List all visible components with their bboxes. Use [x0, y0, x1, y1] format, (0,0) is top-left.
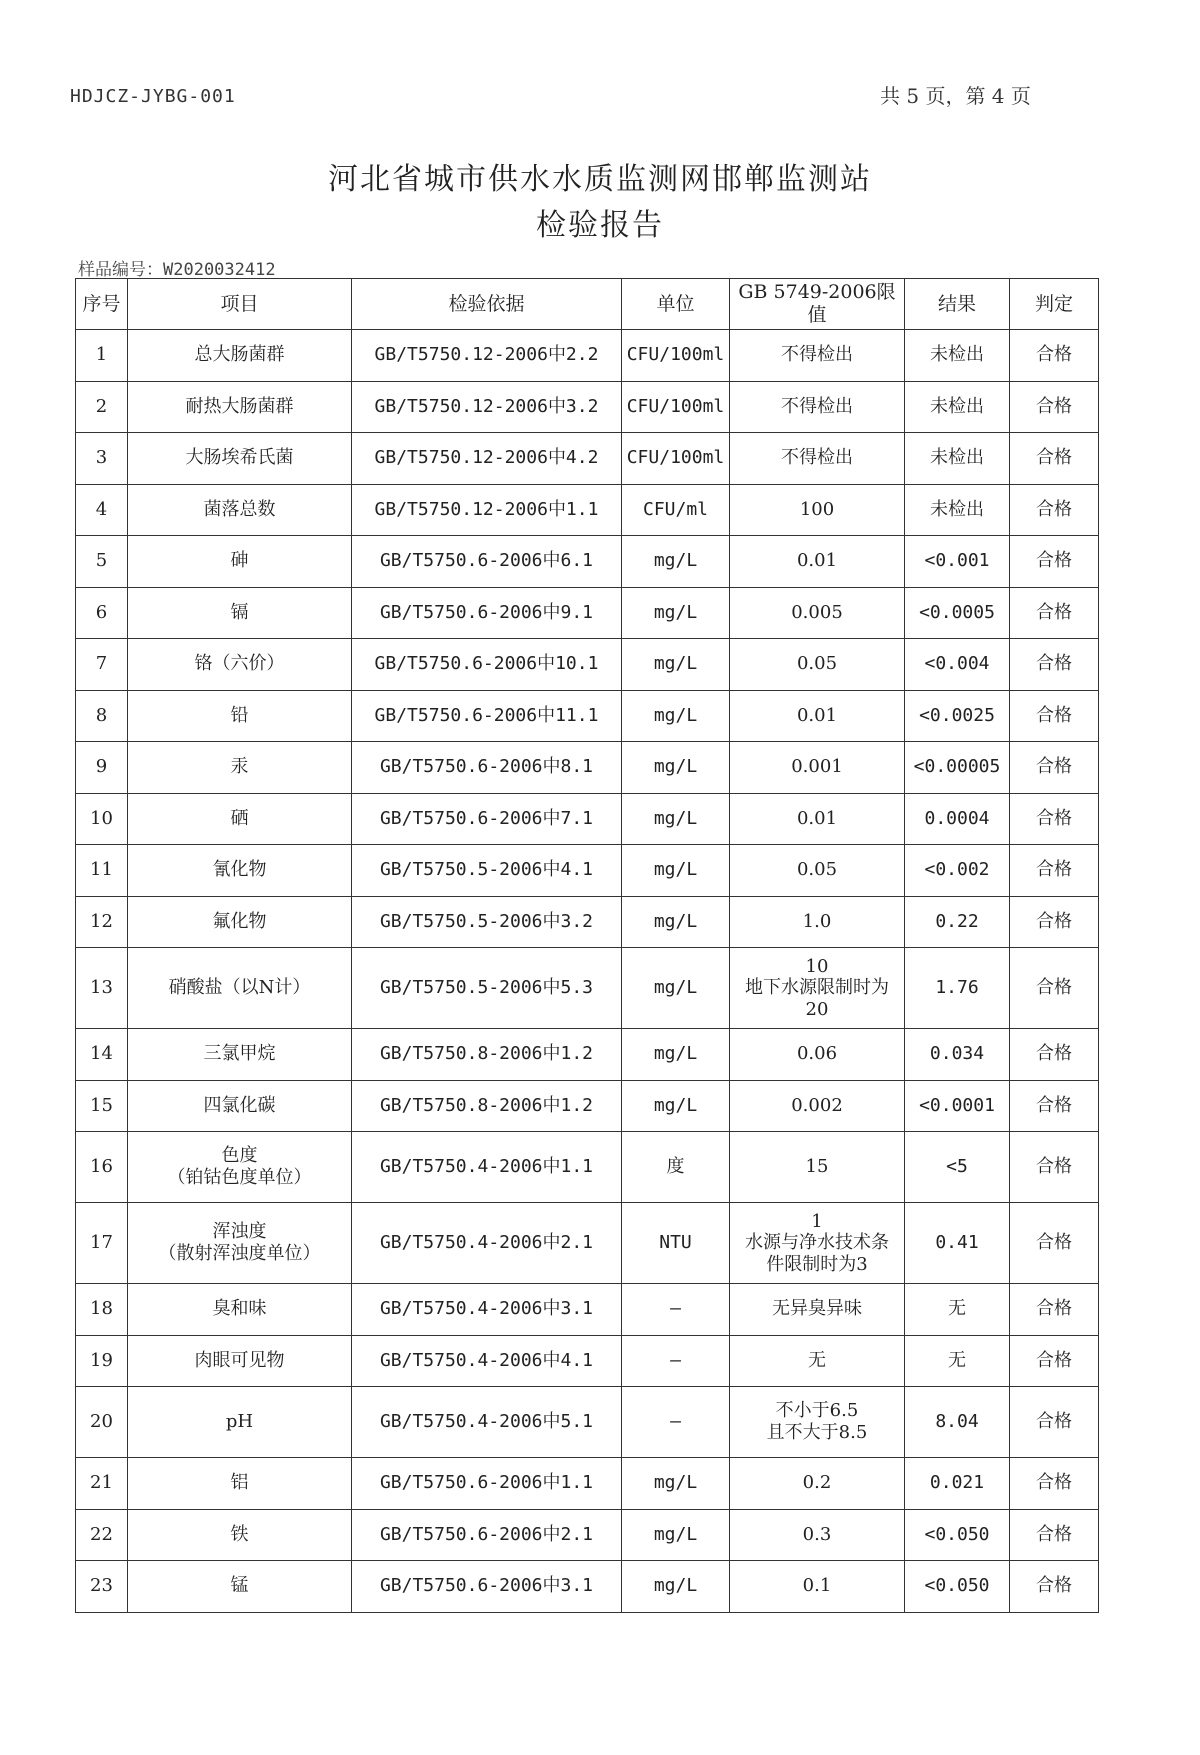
cell-item: 镉: [128, 587, 352, 639]
cell-unit: mg/L: [622, 793, 730, 845]
cell-limit: 0.01: [730, 536, 905, 588]
cell-unit: mg/L: [622, 896, 730, 948]
cell-seq: 12: [76, 896, 128, 948]
cell-judge: 合格: [1010, 1387, 1099, 1458]
cell-judge: 合格: [1010, 1080, 1099, 1132]
cell-limit: 1.0: [730, 896, 905, 948]
cell-judge: 合格: [1010, 381, 1099, 433]
table-row: [76, 639, 1099, 691]
cell-judge: 合格: [1010, 1335, 1099, 1387]
cell-limit: 0.05: [730, 639, 905, 691]
cell-unit: NTU: [622, 1203, 730, 1284]
cell-seq: 9: [76, 742, 128, 794]
cell-unit: mg/L: [622, 1509, 730, 1561]
cell-judge: 合格: [1010, 1509, 1099, 1561]
cell-result: 0.034: [905, 1029, 1010, 1081]
cell-seq: 22: [76, 1509, 128, 1561]
table-row: [76, 1387, 1099, 1458]
cell-limit: 无: [730, 1335, 905, 1387]
cell-item: pH: [128, 1387, 352, 1458]
cell-result: <0.0005: [905, 587, 1010, 639]
cell-judge: 合格: [1010, 1561, 1099, 1613]
table-row: [76, 381, 1099, 433]
cell-basis: GB/T5750.6-2006中3.1: [352, 1561, 622, 1613]
cell-unit: CFU/ml: [622, 484, 730, 536]
cell-basis: GB/T5750.8-2006中1.2: [352, 1029, 622, 1081]
cell-result: 未检出: [905, 330, 1010, 382]
cell-judge: 合格: [1010, 1458, 1099, 1510]
cell-basis: GB/T5750.4-2006中5.1: [352, 1387, 622, 1458]
cell-seq: 15: [76, 1080, 128, 1132]
cell-judge: 合格: [1010, 742, 1099, 794]
cell-seq: 14: [76, 1029, 128, 1081]
cell-seq: 18: [76, 1284, 128, 1336]
cell-item: 砷: [128, 536, 352, 588]
cell-basis: GB/T5750.5-2006中3.2: [352, 896, 622, 948]
cell-basis: GB/T5750.6-2006中8.1: [352, 742, 622, 794]
cell-result: 未检出: [905, 433, 1010, 485]
cell-limit: 0.1: [730, 1561, 905, 1613]
cell-item: 总大肠菌群: [128, 330, 352, 382]
table-row: [76, 587, 1099, 639]
cell-item: 硒: [128, 793, 352, 845]
header-judge: 判定: [1010, 279, 1099, 330]
cell-unit: mg/L: [622, 1080, 730, 1132]
cell-seq: 1: [76, 330, 128, 382]
table-row: [76, 896, 1099, 948]
cell-item: 耐热大肠菌群: [128, 381, 352, 433]
document-code: HDJCZ-JYBG-001: [70, 86, 236, 107]
cell-limit: 不得检出: [730, 433, 905, 485]
cell-limit: 15: [730, 1132, 905, 1203]
table-row: [76, 1284, 1099, 1336]
cell-result: 1.76: [905, 948, 1010, 1029]
table-row: [76, 948, 1099, 1029]
table-row: [76, 536, 1099, 588]
cell-limit: 0.01: [730, 793, 905, 845]
table-row: [76, 845, 1099, 897]
cell-result: <0.002: [905, 845, 1010, 897]
cell-judge: 合格: [1010, 536, 1099, 588]
header-limit: GB 5749-2006限值: [730, 279, 905, 330]
cell-seq: 13: [76, 948, 128, 1029]
cell-basis: GB/T5750.12-2006中2.2: [352, 330, 622, 382]
table-row: [76, 1203, 1099, 1284]
cell-unit: mg/L: [622, 690, 730, 742]
table-row: [76, 484, 1099, 536]
sample-number-label: 样品编号：: [78, 260, 163, 280]
cell-result: <0.0025: [905, 690, 1010, 742]
cell-seq: 20: [76, 1387, 128, 1458]
cell-item: 色度 （铂钴色度单位）: [128, 1132, 352, 1203]
report-title: 河北省城市供水水质监测网邯郸监测站: [328, 162, 872, 197]
cell-limit: 不得检出: [730, 381, 905, 433]
cell-seq: 10: [76, 793, 128, 845]
cell-seq: 17: [76, 1203, 128, 1284]
cell-result: 0.22: [905, 896, 1010, 948]
cell-limit: 0.001: [730, 742, 905, 794]
cell-basis: GB/T5750.6-2006中10.1: [352, 639, 622, 691]
cell-unit: CFU/100ml: [622, 381, 730, 433]
cell-judge: 合格: [1010, 1132, 1099, 1203]
cell-unit: mg/L: [622, 948, 730, 1029]
cell-unit: —: [622, 1335, 730, 1387]
cell-result: <0.00005: [905, 742, 1010, 794]
cell-unit: mg/L: [622, 845, 730, 897]
cell-item: 大肠埃希氏菌: [128, 433, 352, 485]
header-result: 结果: [905, 279, 1010, 330]
header-item: 项目: [128, 279, 352, 330]
cell-seq: 5: [76, 536, 128, 588]
cell-unit: mg/L: [622, 1029, 730, 1081]
cell-seq: 8: [76, 690, 128, 742]
cell-seq: 7: [76, 639, 128, 691]
cell-seq: 16: [76, 1132, 128, 1203]
cell-basis: GB/T5750.4-2006中1.1: [352, 1132, 622, 1203]
cell-seq: 11: [76, 845, 128, 897]
cell-basis: GB/T5750.12-2006中3.2: [352, 381, 622, 433]
cell-item: 铅: [128, 690, 352, 742]
cell-item: 四氯化碳: [128, 1080, 352, 1132]
cell-basis: GB/T5750.4-2006中3.1: [352, 1284, 622, 1336]
cell-limit: 不得检出: [730, 330, 905, 382]
cell-limit: 100: [730, 484, 905, 536]
cell-limit: 1 水源与净水技术条 件限制时为3: [730, 1203, 905, 1284]
table-row: [76, 330, 1099, 382]
cell-seq: 3: [76, 433, 128, 485]
cell-basis: GB/T5750.8-2006中1.2: [352, 1080, 622, 1132]
cell-result: 0.021: [905, 1458, 1010, 1510]
cell-seq: 21: [76, 1458, 128, 1510]
cell-judge: 合格: [1010, 793, 1099, 845]
cell-item: 菌落总数: [128, 484, 352, 536]
cell-judge: 合格: [1010, 845, 1099, 897]
table-row: [76, 1132, 1099, 1203]
cell-result: 无: [905, 1335, 1010, 1387]
table-row: [76, 793, 1099, 845]
cell-basis: GB/T5750.6-2006中2.1: [352, 1509, 622, 1561]
cell-seq: 2: [76, 381, 128, 433]
cell-unit: mg/L: [622, 1561, 730, 1613]
cell-item: 铁: [128, 1509, 352, 1561]
inspection-table: [75, 278, 1099, 1613]
cell-result: <0.050: [905, 1561, 1010, 1613]
cell-result: <5: [905, 1132, 1010, 1203]
cell-seq: 23: [76, 1561, 128, 1613]
cell-basis: GB/T5750.6-2006中11.1: [352, 690, 622, 742]
cell-result: <0.001: [905, 536, 1010, 588]
table-row: [76, 1509, 1099, 1561]
cell-item: 铬（六价）: [128, 639, 352, 691]
cell-result: 无: [905, 1284, 1010, 1336]
cell-basis: GB/T5750.6-2006中1.1: [352, 1458, 622, 1510]
cell-seq: 4: [76, 484, 128, 536]
cell-item: 臭和味: [128, 1284, 352, 1336]
cell-basis: GB/T5750.6-2006中6.1: [352, 536, 622, 588]
sample-number-line: [78, 255, 276, 280]
cell-item: 氟化物: [128, 896, 352, 948]
table-row: [76, 1458, 1099, 1510]
table-header-row: [76, 279, 1099, 330]
cell-judge: 合格: [1010, 1203, 1099, 1284]
cell-unit: 度: [622, 1132, 730, 1203]
cell-unit: CFU/100ml: [622, 330, 730, 382]
sample-number-value: W2020032412: [163, 260, 276, 280]
cell-result: <0.050: [905, 1509, 1010, 1561]
cell-limit: 无异臭异味: [730, 1284, 905, 1336]
cell-seq: 6: [76, 587, 128, 639]
cell-basis: GB/T5750.6-2006中9.1: [352, 587, 622, 639]
cell-result: 8.04: [905, 1387, 1010, 1458]
cell-unit: mg/L: [622, 587, 730, 639]
cell-limit: 0.05: [730, 845, 905, 897]
cell-item: 三氯甲烷: [128, 1029, 352, 1081]
header-unit: 单位: [622, 279, 730, 330]
cell-result: 0.41: [905, 1203, 1010, 1284]
cell-judge: 合格: [1010, 1284, 1099, 1336]
table-row: [76, 1335, 1099, 1387]
cell-limit: 0.3: [730, 1509, 905, 1561]
cell-unit: —: [622, 1284, 730, 1336]
cell-limit: 不小于6.5 且不大于8.5: [730, 1387, 905, 1458]
cell-judge: 合格: [1010, 896, 1099, 948]
cell-judge: 合格: [1010, 484, 1099, 536]
cell-basis: GB/T5750.4-2006中2.1: [352, 1203, 622, 1284]
cell-basis: GB/T5750.12-2006中1.1: [352, 484, 622, 536]
header-basis: 检验依据: [352, 279, 622, 330]
cell-judge: 合格: [1010, 948, 1099, 1029]
cell-item: 汞: [128, 742, 352, 794]
cell-limit: 0.2: [730, 1458, 905, 1510]
cell-unit: mg/L: [622, 536, 730, 588]
cell-basis: GB/T5750.4-2006中4.1: [352, 1335, 622, 1387]
table-row: [76, 1561, 1099, 1613]
cell-result: 未检出: [905, 381, 1010, 433]
table-row: [76, 433, 1099, 485]
cell-result: 0.0004: [905, 793, 1010, 845]
cell-limit: 0.06: [730, 1029, 905, 1081]
cell-unit: —: [622, 1387, 730, 1458]
cell-limit: 0.01: [730, 690, 905, 742]
header-seq: 序号: [76, 279, 128, 330]
cell-unit: CFU/100ml: [622, 433, 730, 485]
cell-judge: 合格: [1010, 639, 1099, 691]
cell-limit: 0.002: [730, 1080, 905, 1132]
cell-seq: 19: [76, 1335, 128, 1387]
table-row: [76, 1029, 1099, 1081]
cell-item: 锰: [128, 1561, 352, 1613]
cell-result: 未检出: [905, 484, 1010, 536]
cell-basis: GB/T5750.12-2006中4.2: [352, 433, 622, 485]
cell-item: 铝: [128, 1458, 352, 1510]
cell-basis: GB/T5750.5-2006中5.3: [352, 948, 622, 1029]
cell-item: 浑浊度 （散射浑浊度单位）: [128, 1203, 352, 1284]
cell-judge: 合格: [1010, 690, 1099, 742]
cell-judge: 合格: [1010, 587, 1099, 639]
cell-unit: mg/L: [622, 639, 730, 691]
cell-judge: 合格: [1010, 330, 1099, 382]
cell-item: 氰化物: [128, 845, 352, 897]
cell-result: <0.004: [905, 639, 1010, 691]
cell-unit: mg/L: [622, 1458, 730, 1510]
cell-item: 肉眼可见物: [128, 1335, 352, 1387]
table-row: [76, 1080, 1099, 1132]
table-row: [76, 742, 1099, 794]
cell-basis: GB/T5750.6-2006中7.1: [352, 793, 622, 845]
cell-limit: 0.005: [730, 587, 905, 639]
cell-result: <0.0001: [905, 1080, 1010, 1132]
cell-item: 硝酸盐（以N计）: [128, 948, 352, 1029]
cell-unit: mg/L: [622, 742, 730, 794]
cell-judge: 合格: [1010, 433, 1099, 485]
cell-judge: 合格: [1010, 1029, 1099, 1081]
cell-limit: 10 地下水源限制时为 20: [730, 948, 905, 1029]
page-info: 共 5 页，第 4 页: [880, 84, 1031, 108]
cell-basis: GB/T5750.5-2006中4.1: [352, 845, 622, 897]
table-row: [76, 690, 1099, 742]
report-subtitle: 检验报告: [536, 208, 664, 243]
